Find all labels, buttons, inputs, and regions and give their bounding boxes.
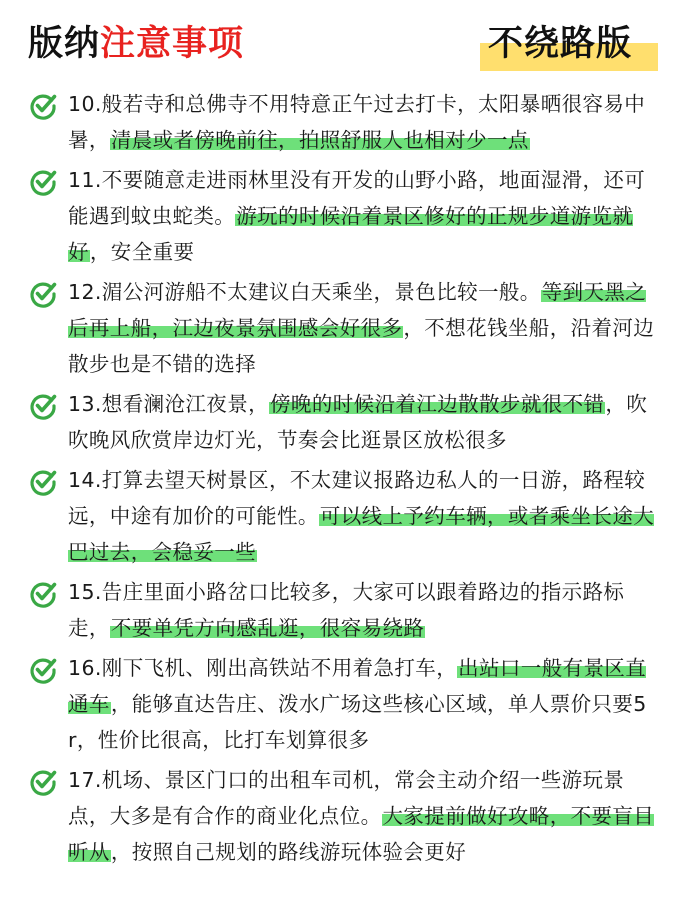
tip-item bbox=[28, 274, 660, 382]
tip-highlight-text: 出站口一般有景区直通车 bbox=[68, 656, 647, 716]
check-circle-icon bbox=[28, 655, 58, 685]
tip-tail-text: ，不想花钱坐船，沿着河边散步也是不错的选择 bbox=[68, 316, 655, 376]
page-title bbox=[28, 16, 244, 66]
tip-text bbox=[68, 162, 660, 270]
tip-item bbox=[28, 386, 660, 458]
tip-item bbox=[28, 762, 660, 870]
tip-item bbox=[28, 162, 660, 270]
tip-tail-text: ，能够直达告庄、泼水广场这些核心区域，单人票价只要5r，性价比很高，比打车划算很多 bbox=[68, 692, 647, 752]
tip-plain-text: 17.机场、景区门口的出租车司机，常会主动介绍一些游玩景点，大多是有合作的商业化点位。 bbox=[68, 768, 625, 828]
tip-item bbox=[28, 86, 660, 158]
check-circle-icon bbox=[28, 279, 58, 309]
tip-plain-text: 12.湄公河游船不太建议白天乘坐，景色比较一般。 bbox=[68, 280, 541, 304]
title-part-red: 注意事项 bbox=[100, 24, 245, 64]
tip-item bbox=[28, 574, 660, 646]
tip-text bbox=[68, 762, 660, 870]
tip-highlight-text: 清晨或者傍晚前往，拍照舒服人也相对少一点 bbox=[110, 128, 529, 152]
tip-highlight-text: 不要单凭方向感乱逛，很容易绕路 bbox=[110, 616, 425, 640]
check-circle-icon bbox=[28, 391, 58, 421]
tip-highlight-text: 可以线上予约车辆，或者乘坐长途大巴过去，会稳妥一些 bbox=[68, 504, 655, 564]
tips-list bbox=[28, 86, 660, 874]
tip-text bbox=[68, 650, 660, 758]
tip-item bbox=[28, 462, 660, 570]
tip-tail-text: ，吹吹晚风欣赏岸边灯光，节奏会比逛景区放松很多 bbox=[68, 392, 648, 452]
check-circle-icon bbox=[28, 579, 58, 609]
check-circle-icon bbox=[28, 167, 58, 197]
tip-text bbox=[68, 574, 660, 646]
title-part-black: 版纳 bbox=[28, 24, 101, 64]
tip-text bbox=[68, 274, 660, 382]
tip-plain-text: 16.刚下飞机、刚出高铁站不用着急打车， bbox=[68, 656, 458, 680]
tip-item bbox=[28, 650, 660, 758]
tip-highlight-text: 傍晚的时候沿着江边散散步就很不错 bbox=[270, 392, 605, 416]
tip-plain-text: 13.想看澜沧江夜景， bbox=[68, 392, 270, 416]
tip-plain-text: 11.不要随意走进雨林里没有开发的山野小路，地面湿滑，还可能遇到蚊虫蛇类。 bbox=[68, 168, 646, 228]
tip-text bbox=[68, 386, 660, 458]
version-badge bbox=[480, 16, 658, 74]
tip-highlight-text: 游玩的时候沿着景区修好的正规步道游览就好 bbox=[68, 204, 634, 264]
badge-text: 不绕路版 bbox=[488, 24, 633, 64]
tip-highlight-text: 大家提前做好攻略，不要盲目听从 bbox=[68, 804, 655, 864]
check-circle-icon bbox=[28, 91, 58, 121]
tip-text bbox=[68, 86, 660, 158]
tip-tail-text: ，安全重要 bbox=[89, 240, 195, 264]
tip-tail-text: ，按照自己规划的路线游玩体验会更好 bbox=[110, 840, 467, 864]
tip-plain-text: 10.般若寺和总佛寺不用特意正午过去打卡，太阳暴晒很容易中暑， bbox=[68, 92, 646, 152]
check-circle-icon bbox=[28, 767, 58, 797]
tip-text bbox=[68, 462, 660, 570]
tip-plain-text: 15.告庄里面小路岔口比较多，大家可以跟着路边的指示路标走， bbox=[68, 580, 625, 640]
check-circle-icon bbox=[28, 467, 58, 497]
tip-highlight-text: 等到天黑之后再上船，江边夜景氛围感会好很多 bbox=[68, 280, 647, 340]
tip-plain-text: 14.打算去望天树景区，不太建议报路边私人的一日游，路程较远，中途有加价的可能性。 bbox=[68, 468, 646, 528]
header bbox=[0, 0, 680, 80]
